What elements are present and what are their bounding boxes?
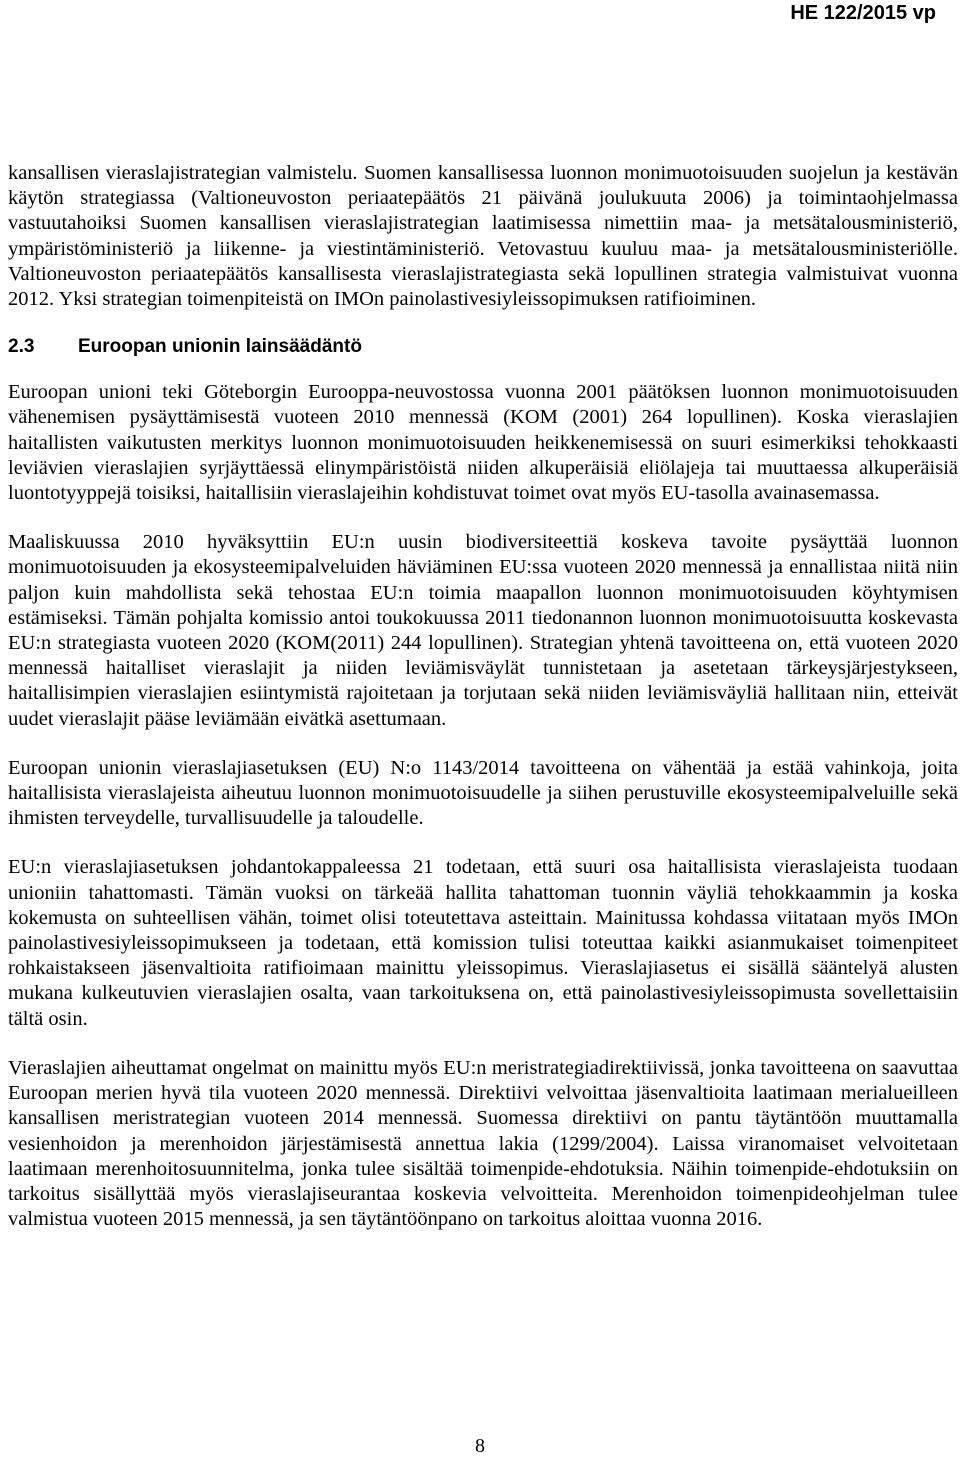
paragraph-eu-biodiversity-strategy: Maaliskuussa 2010 hyväksyttiin EU:n uusin biodiversiteettiä koskeva tavoite pysäyttää luonnon monimuotoisuuden ja ekosysteemipalveluiden häviäminen EU:ssa vuoteen 2020 mennessä ja ennallistaa niitä niin paljon kuin mahdollista sekä tehostaa EU:n toimia maapallon luonnon monimuotoisuuden köyhtymisen estämiseksi. Tämän pohjalta komissio antoi toukokuussa 2011 tiedonannon luonnon monimuotoisuutta koskevasta EU:n strategiasta vuoteen 2020 (KOM(2011) 244 lopullinen). Strategian yhtenä tavoitteena on, että vuoteen 2020 mennessä haitalliset vieraslajit ja niiden leviämisväylät tunnistetaan ja asetetaan tärkeysjärjestykseen, haitallisimpien vieraslajien esiintymistä rajoitetaan ja torjutaan sekä niiden leviämisväyliä hallitaan niin, etteivät uudet vieraslajit pääse leviämään eivätkä asettumaan. xyxy=(8,531,958,730)
document-id-header: HE 122/2015 vp xyxy=(790,2,936,24)
paragraph-eu-goteborg: Euroopan unioni teki Göteborgin Eurooppa-neuvostossa vuonna 2001 päätöksen luonnon monimuotoisuuden vähenemisen pysäyttämisestä vuoteen 2010 mennessä (KOM (2001) 264 lopullinen). Koska vieraslajien haitallisten vaikutusten merkitys luonnon monimuotoisuuden heikkenemisessä on suuri esimerkiksi tehokkaasti leviävien vieraslajien syrjäyttäessä elinympäristöistä niiden alkuperäisiä eliölajeja tai muuttaessa alkuperäisiä luontotyyppejä toisiksi, haitallisiin vieraslajeihin kohdistuvat toimet ovat myös EU-tasolla avainasemassa. xyxy=(8,381,958,505)
paragraph-intro: kansallisen vieraslajistrategian valmistelu. Suomen kansallisessa luonnon monimuotoisuuden suojelun ja kestävän käytön strategiassa (Valtioneuvoston periaatepäätös 21 päivänä joulukuuta 2006) ja toimintaohjelmassa vastuutahoiksi Suomen kansallisen vieraslajistrategian laatimisessa nimettiin maa- ja metsätalousministeriö, ympäristöministeriö ja liikenne- ja viestintäministeriö. Vetovastuu kuuluu maa- ja metsätalousministeriölle. Valtioneuvoston periaatepäätös kansallisesta vieraslajistrategiasta sekä lopullinen strategia valmistuivat vuonna 2012. Yksi strategian toimenpiteistä on IMOn painolastivesiyleissopimuksen ratifioiminen. xyxy=(8,162,958,311)
paragraph-marine-strategy: Vieraslajien aiheuttamat ongelmat on mainittu myös EU:n meristrategiadirektiivissä, jonka tavoitteena on saavuttaa Euroopan merien hyvä tila vuoteen 2020 mennessä. Direktiivi velvoittaa jäsenvaltioita laatimaan merialueilleen kansallisen meristrategian vuoteen 2014 mennessä. Suomessa direktiivi on pantu täytäntöön muuttamalla vesienhoidon ja merenhoidon järjestämisestä annettua lakia (1299/2004). Laissa viranomaiset velvoitetaan laatimaan merenhoitosuunnitelma, jonka tulee sisältää toimenpide-ehdotuksia. Näihin toimenpide-ehdotuksiin on tarkoitus sisällyttää myös vieraslajiseurantaa koskevia velvoitteita. Merenhoidon toimenpideohjelman tulee valmistua vuoteen 2015 mennessä, ja sen täytäntöönpano on tarkoitus aloittaa vuonna 2016. xyxy=(8,1056,958,1231)
section-number: 2.3 xyxy=(8,336,35,358)
page-number: 8 xyxy=(475,1435,485,1457)
section-title: Euroopan unionin lainsäädäntö xyxy=(78,336,362,358)
paragraph-eu-regulation: Euroopan unionin vieraslajiasetuksen (EU) N:o 1143/2014 tavoitteena on vähentää ja estää vahinkoja, joita haitallisista vieraslajeista aiheutuu luonnon monimuotoisuudelle ja siihen perustuville ekosysteemipalveluille sekä ihmisten terveydelle, turvallisuudelle ja taloudelle. xyxy=(8,756,958,830)
document-body xyxy=(8,161,958,1232)
section-heading xyxy=(8,336,958,358)
paragraph-eu-recital-21: EU:n vieraslajiasetuksen johdantokappaleessa 21 todetaan, että suuri osa haitallisista vieraslajeista tuodaan unioniin tahattomasti. Tämän vuoksi on tärkeää hallita tahattoman tuonnin väyliä tehokkaammin ja koska kokemusta on suhteellisen vähän, toimet olisi toteutettava asteittain. Mainitussa kohdassa viitataan myös IMOn painolastivesiyleissopimukseen ja todetaan, että komission tulisi toteuttaa kaikki asianmukaiset toimenpiteet rohkaistakseen jäsenvaltioita ratifioimaan mainittu yleissopimus. Vieraslajiasetus ei sisällä sääntelyä alusten mukana kulkeutuvien vieraslajien osalta, vaan tarkoituksena on, että painolastivesiyleissopimusta sovellettaisiin tältä osin. xyxy=(8,856,958,1030)
